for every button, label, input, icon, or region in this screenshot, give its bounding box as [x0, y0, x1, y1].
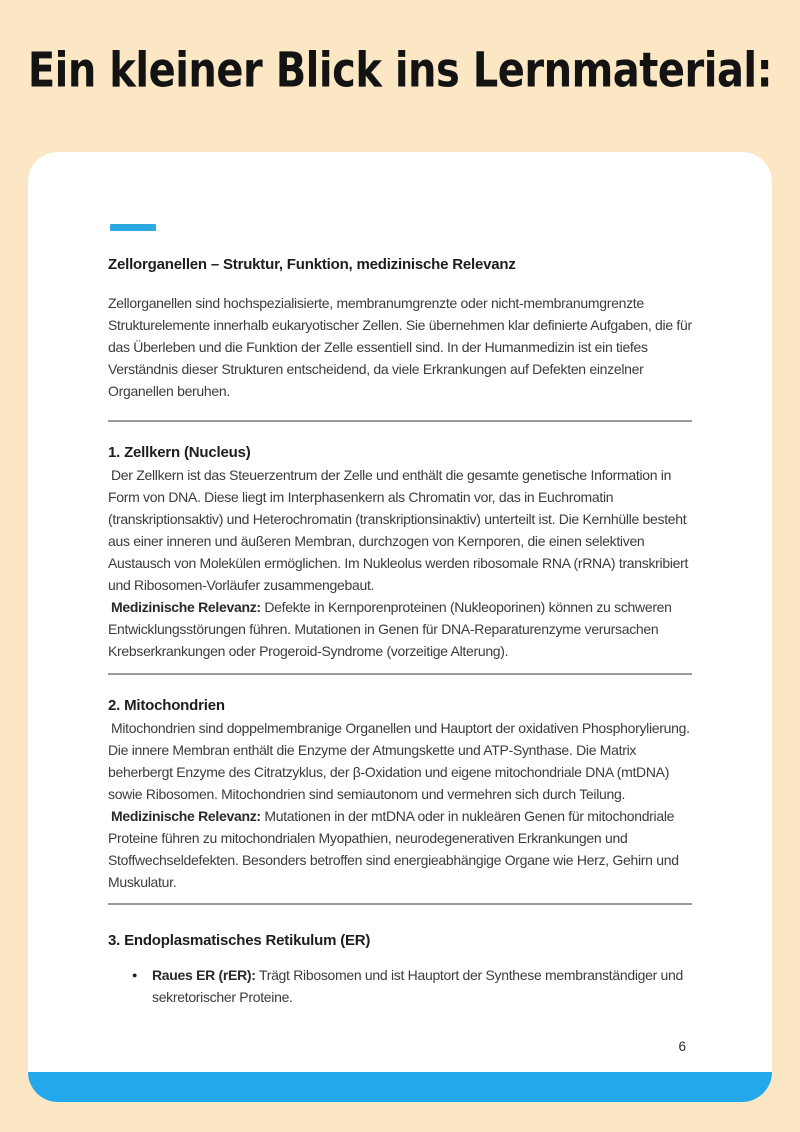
page-title: Ein kleiner Blick ins Lernmaterial: — [27, 43, 773, 99]
section-divider — [108, 420, 692, 422]
bullet-text — [152, 964, 692, 1008]
page-footer-bar — [28, 1072, 772, 1102]
section-2-relevance — [108, 805, 692, 893]
section-2-title: 2. Mitochondrien — [108, 697, 225, 714]
section-2-body: Mitochondrien sind doppelmembranige Organellen und Hauptort der oxidativen Phosphorylierung. Die innere Membran enthält die Enzyme der Atmungskette und ATP-Synthase. Die Matrix beherbergt Enzyme des Citratzyklus, der β-Oxidation und eigene mitochondriale DNA (mtDNA) sowie Ribosomen. Mitochondrien sind semiautonom und vermehren sich durch Teilung. — [108, 720, 690, 802]
document-page-card — [28, 152, 772, 1102]
intro-paragraph: Zellorganellen sind hochspezialisierte, membranumgrenzte oder nicht-membranumgrenzte Strukturelemente innerhalb eukaryotischer Zellen. Sie übernehmen klar definierte Aufgaben, die für das Überleben und die Funktion der Zelle essentiell sind. In der Humanmedizin ist ein tiefes Verständnis dieser Strukturen entscheidend, da viele Erkrankungen auf Defekten einzelner Organellen beruhen. — [108, 295, 692, 399]
section-1-title: 1. Zellkern (Nucleus) — [108, 444, 251, 461]
relevance-text: Defekte in Kernporenproteinen (Nukleoporinen) können zu schweren Entwicklungsstörungen führen. Mutationen in Genen für DNA-Reparaturenzyme verursachen Krebserkrankungen oder Progeroid-Syndrome (vorzeitige Alterung). — [108, 599, 672, 659]
document-heading: Zellorganellen – Struktur, Funktion, medizinische Relevanz — [108, 256, 516, 273]
section-mitochondrien — [108, 695, 692, 893]
section-divider — [108, 903, 692, 905]
section-1-body: Der Zellkern ist das Steuerzentrum der Zelle und enthält die gesamte genetische Information in Form von DNA. Diese liegt im Interphasenkern als Chromatin vor, das in Euchromatin (transkriptionsaktiv) und Heterochromatin (transkriptionsinaktiv) unterteilt ist. Die Kernhülle besteht aus einer inneren und äußeren Membran, durchzogen von Kernporen, die einen selektiven Austausch von Molekülen ermöglichen. Im Nukleolus werden ribosomale RNA (rRNA) transkribiert und Ribosomen-Vorläufer zusammengebaut. — [108, 467, 689, 593]
bullet-label: Raues ER (rER): — [152, 967, 256, 983]
section-divider — [108, 673, 692, 675]
bullet-list — [108, 964, 692, 1008]
accent-dash — [110, 224, 156, 231]
page-number: 6 — [678, 1039, 686, 1054]
list-item — [108, 964, 692, 1008]
section-1-relevance — [108, 596, 692, 662]
section-3-title: 3. Endoplasmatisches Retikulum (ER) — [108, 932, 371, 949]
relevance-label: Medizinische Relevanz: — [111, 599, 261, 615]
section-endoplasmatisches-retikulum — [108, 930, 692, 1008]
bullet-body: Trägt Ribosomen und ist Hauptort der Synthese membranständiger und sekretorischer Proteine. — [152, 967, 684, 1005]
bullet-icon: ● — [132, 970, 138, 980]
section-zellkern — [108, 442, 692, 662]
document-content — [108, 152, 692, 1072]
relevance-text: Mutationen in der mtDNA oder in nukleären Genen für mitochondriale Proteine führen zu mitochondrialen Myopathien, neurodegenerativen Erkrankungen und Stoffwechseldefekten. Besonders betroffen sind energieabhängige Organe wie Herz, Gehirn und Muskulatur. — [108, 808, 679, 890]
relevance-label: Medizinische Relevanz: — [111, 808, 261, 824]
